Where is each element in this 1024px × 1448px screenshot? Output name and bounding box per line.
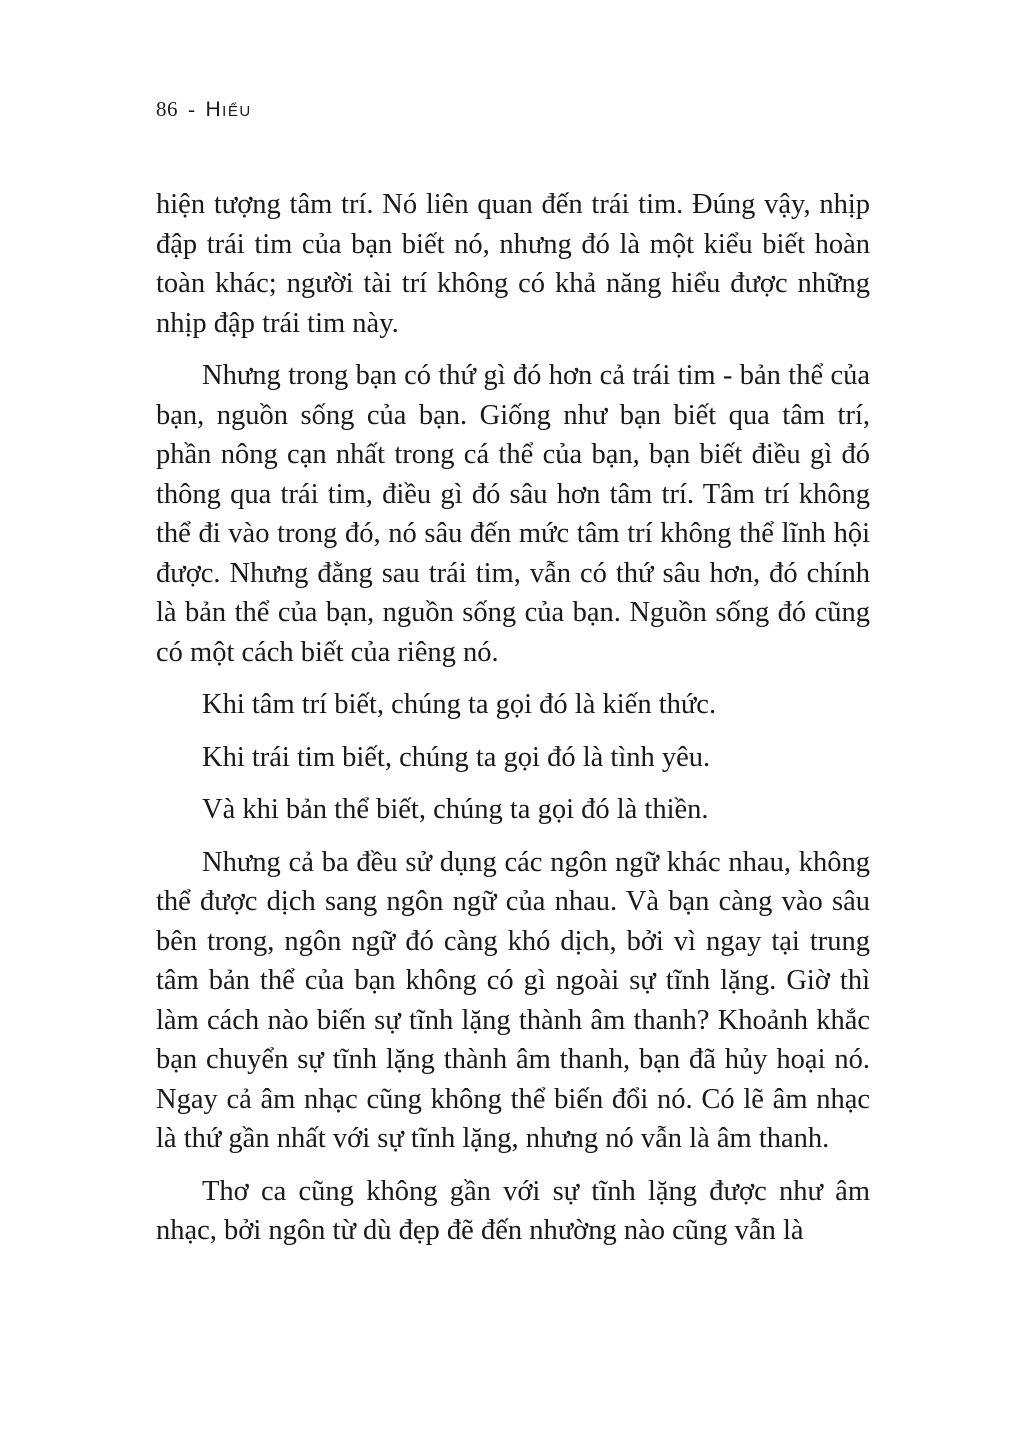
paragraph: Và khi bản thể biết, chúng ta gọi đó là thiền. [202, 794, 709, 825]
paragraph: Khi trái tim biết, chúng ta gọi đó là tình yêu. [202, 741, 711, 773]
book-title: Hiểu [205, 98, 252, 121]
paragraph: Nhưng cả ba đều sử dụng các ngôn ngữ khác nhau, không thể được dịch sang ngôn ngữ của nhau. Và bạn càng vào sâu bên trong, ngôn ngữ đó càng khó dịch, bởi vì ngay tại trung tâm bản thể của bạn không có gì ngoài sự tĩnh lặng. Giờ thì làm cách nào biến sự tĩnh lặng thành âm thanh? Khoảnh khắc bạn chuyển sự tĩnh lặng thành âm thanh, bạn đã hủy hoại nó. Ngay cả âm nhạc cũng không thể biến đổi nó. Có lẽ âm nhạc là thứ gần nhất với sự tĩnh lặng, nhưng nó vẫn là âm thanh. [156, 846, 870, 1154]
paragraph: Khi tâm trí biết, chúng ta gọi đó là kiến thức. [202, 689, 717, 720]
paragraph: Thơ ca cũng không gần với sự tĩnh lặng được như âm nhạc, bởi ngôn từ dù đẹp đẽ đến nhường nào cũng vẫn là [156, 1175, 870, 1246]
page-number: 86 [156, 97, 178, 121]
paragraph: Nhưng trong bạn có thứ gì đó hơn cả trái tim - bản thể của bạn, nguồn sống của bạn. Giống như bạn biết qua tâm trí, phần nông cạn nhất trong cá thể của bạn, bạn biết điều gì đó thông qua trái tim, điều gì đó sâu hơn tâm trí. Tâm trí không thể đi vào trong đó, nó sâu đến mức tâm trí không thể lĩnh hội được. Nhưng đằng sau trái tim, vẫn có thứ sâu hơn, đó chính là bản thể của bạn, nguồn sống của bạn. Nguồn sống đó cũng có một cách biết của riêng nó. [156, 360, 870, 668]
body-text [156, 185, 870, 1264]
paragraph: hiện tượng tâm trí. Nó liên quan đến trái tim. Đúng vậy, nhịp đập trái tim của bạn biết nó, nhưng đó là một kiểu biết hoàn toàn khác; người tài trí không có khả năng hiểu được những nhịp đập trái tim này. [156, 189, 870, 339]
running-header [156, 97, 252, 122]
header-separator: - [188, 97, 196, 121]
